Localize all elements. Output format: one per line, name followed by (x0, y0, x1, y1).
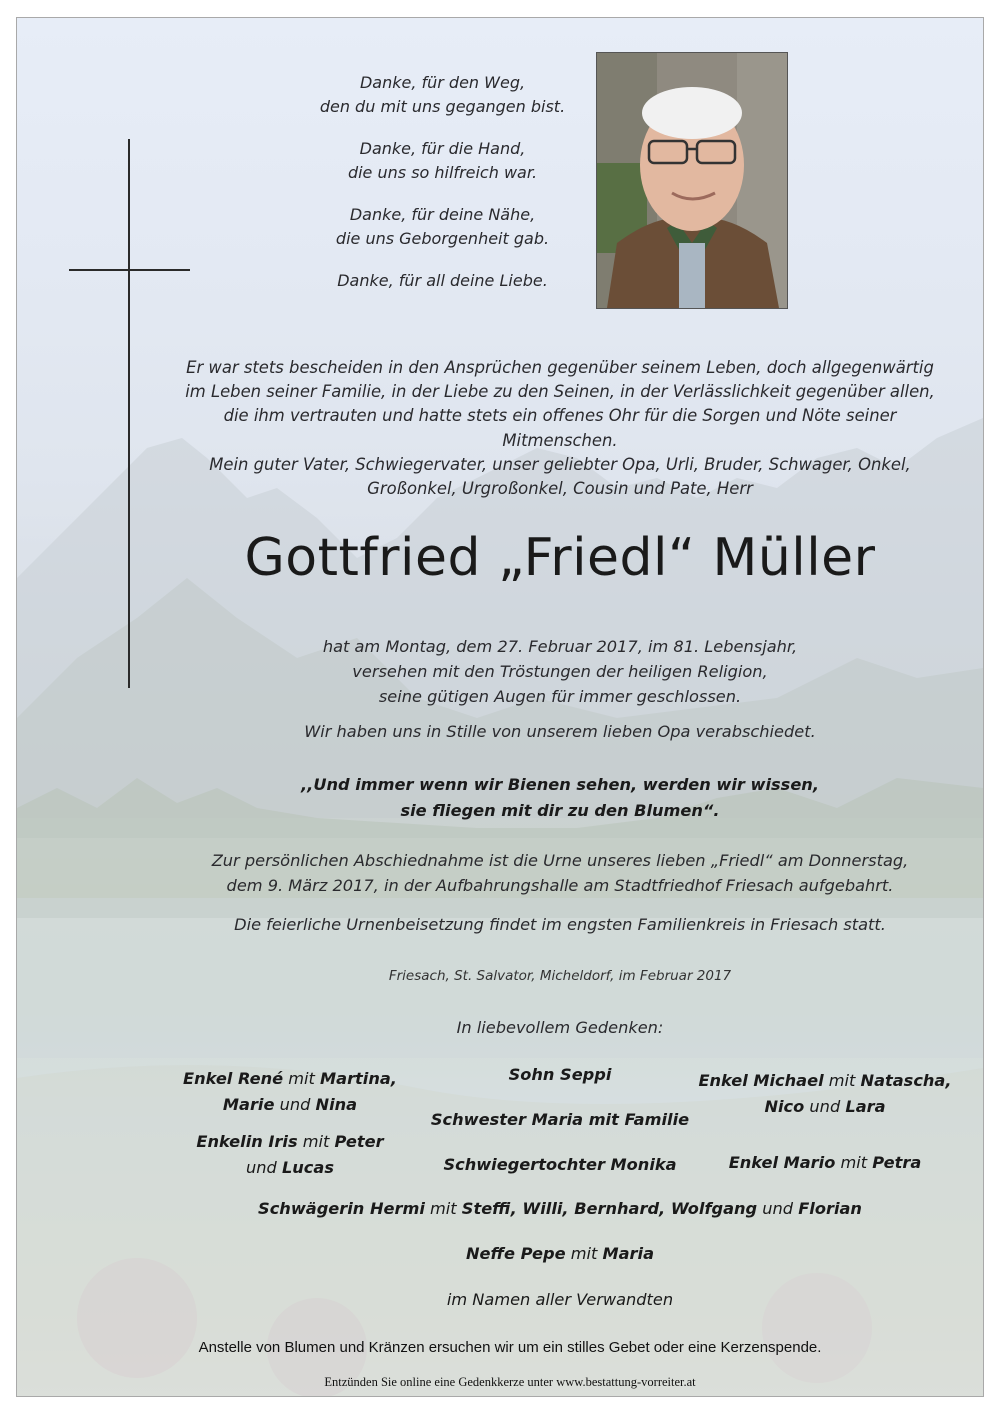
cross-horizontal-bar (69, 269, 190, 271)
death-notice (170, 634, 950, 709)
death-notice-line: hat am Montag, dem 27. Februar 2017, im 81. Lebensjahr, (322, 637, 798, 656)
tribute-line: Er war stets bescheiden in den Ansprüchen gegenüber seinem Leben, doch allgegenwärtig (186, 358, 934, 377)
poem-line: die uns Geborgenheit gab. (335, 229, 550, 248)
tribute-line: Mein guter Vater, Schwiegervater, unser geliebter Opa, Urli, Bruder, Schwager, Onkel, (209, 454, 911, 474)
place-date: Friesach, St. Salvator, Micheldorf, im Februar 2017 (388, 968, 732, 984)
mourner-daughter-in-law: Schwiegertochter Monika (443, 1155, 677, 1174)
mourner-grandson-michael: Enkel Michael mit Natascha, Nico und Lara (698, 1071, 952, 1116)
deceased-name: Gottfried „Friedl“ Müller (244, 528, 876, 588)
tribute-line: im Leben seiner Familie, in der Liebe zu den Seinen, in der Verlässlichkeit gegenüber allen, (185, 382, 935, 402)
mourner-sister: Schwester Maria mit Familie (430, 1110, 690, 1129)
poem-line: Danke, für den Weg, (359, 73, 526, 92)
quote-line: sie fliegen mit dir zu den Blumen“. (400, 801, 720, 820)
tribute-line: Großonkel, Urgroßonkel, Cousin und Pate, Herr (367, 479, 753, 499)
bee-quote (170, 772, 950, 824)
poem-line: Danke, für all deine Liebe. (337, 271, 548, 290)
mourner-relatives: im Namen aller Verwandten (446, 1290, 674, 1309)
death-notice-line: seine gütigen Augen für immer geschlossen. (378, 687, 742, 706)
quote-line: ,,Und immer wenn wir Bienen sehen, werden wir wissen, (301, 775, 819, 794)
mourner-son: Sohn Seppi (508, 1065, 612, 1084)
viewing-line: dem 9. März 2017, in der Aufbahrungshalle am Stadtfriedhof Friesach aufgebahrt. (226, 876, 894, 895)
poem-line: Danke, für deine Nähe, (349, 205, 536, 224)
cross-vertical-bar (128, 139, 130, 688)
poem-line: den du mit uns gegangen bist. (319, 97, 566, 116)
mourner-nephew: Neffe Pepe mit Maria (466, 1244, 654, 1263)
online-candle-note: Entzünden Sie online eine Gedenkkerze unter www.bestattung-vorreiter.at (324, 1375, 696, 1389)
poem-stanza-1 (300, 71, 585, 119)
tribute-line: die ihm vertrauten und hatte stets ein offenes Ohr für die Sorgen und Nöte seiner Mitmenschen. (223, 406, 897, 450)
death-notice-line: versehen mit den Tröstungen der heiligen Religion, (352, 662, 768, 681)
poem-stanza-4 (300, 269, 585, 293)
portrait-photo (596, 52, 788, 309)
poem-line: Danke, für die Hand, (359, 139, 526, 158)
poem-stanza-3 (300, 203, 585, 251)
mourner-granddaughter-iris: Enkelin Iris mit Peter und Lucas (196, 1132, 384, 1177)
viewing-info (170, 848, 950, 898)
viewing-line: Zur persönlichen Abschiednahme ist die Urne unseres lieben „Friedl“ am Donnerstag, (211, 851, 909, 870)
farewell-line: Wir haben uns in Stille von unserem lieben Opa verabschiedet. (304, 722, 816, 741)
mourner-grandson-rene: Enkel René mit Martina, Marie und Nina (183, 1069, 397, 1114)
donation-request: Anstelle von Blumen und Kränzen ersuchen wir um ein stilles Gebet oder eine Kerzenspende. (198, 1339, 822, 1356)
tribute-text (170, 356, 950, 501)
in-memory-heading: In liebevollem Gedenken: (456, 1018, 664, 1037)
poem-stanza-2 (300, 137, 585, 185)
mourner-sister-in-law: Schwägerin Hermi mit Steffi, Willi, Bernhard, Wolfgang und Florian (258, 1199, 862, 1218)
poem-line: die uns so hilfreich war. (347, 163, 538, 182)
mourner-grandson-mario: Enkel Mario mit Petra (728, 1153, 922, 1172)
burial-info: Die feierliche Urnenbeisetzung findet im engsten Familienkreis in Friesach statt. (234, 915, 886, 934)
